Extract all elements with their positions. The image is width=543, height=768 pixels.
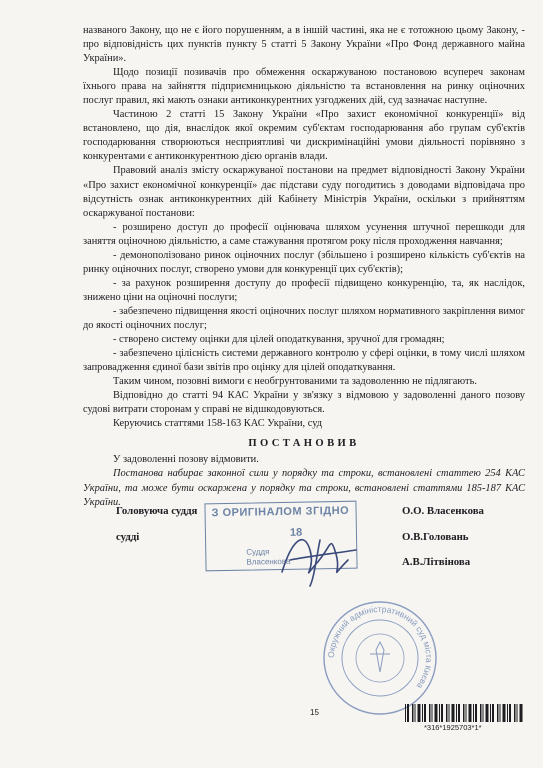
judge-2-name: А.В.Літвінова	[402, 556, 471, 568]
paragraph-1: названого Закону, що не є його порушенням, а в іншій частині, яка не є тотожною цьому Закону, - про відповідність цих пунктів пункту 5 статті 5 Закону України «Про Фонд державного майна України».	[83, 25, 525, 65]
court-seal-icon	[320, 598, 440, 718]
closing-1: Таким чином, позовні вимоги є необгрунтованими та задоволенню не підлягають.	[113, 376, 477, 388]
stamp-date: 18	[289, 526, 303, 539]
seal-text: Окружний адміністративний суд міста Києва	[325, 603, 435, 691]
paragraph-2: Щодо позиції позивачів про обмеження оскаржуваною постановою всупереч законам їхнього права на зайняття підприємницькою діяльністю та встановлення на ринку оціночних послуг правил, які мають ознаки антиконкурентних узгоджених дій, суд зазначає наступне.	[83, 67, 525, 107]
bullet-4: - забезпечено підвищення якості оціночних послуг шляхом нормативного закріплення вимог до якості оціночних послуг;	[83, 305, 525, 331]
bullet-1: - розширено доступ до професії оцінювача шляхом усунення штучної перешкоди для заняття оціночною діяльністю, а саме стажування протягом року після проходження навчання;	[83, 221, 525, 247]
decision-text: У задоволенні позову відмовити.	[113, 454, 259, 466]
judge-1-name: О.В.Головань	[402, 531, 469, 543]
barcode-caption: *316*1925703*1*	[424, 723, 482, 732]
judges-role: судді	[116, 531, 140, 543]
decision-italic: Постанова набирає законної сили у порядку та строки, встановлені статтею 254 КАС України, та може бути оскаржена у порядку та строки, встановлені статтями 185-187 КАС України.	[83, 468, 525, 508]
paragraph-4: Правовий аналіз змісту оскаржуваної постанови на предмет відповідності Закону України «Про захист економічної конкуренції» дає підстави суду погодитись з доводами відповідача про відсутність ознак антиконкурентних дій Кабінету Міністрів України, оскільки з прийняттям оскаржуваної постанови:	[83, 165, 525, 219]
presiding-name: О.О. Власенкова	[402, 505, 484, 517]
closing-2: Відповідно до статті 94 КАС України у зв'язку з відмовою у задоволенні даного позову судові витрати сторонам у справі не відшкодовуються.	[83, 390, 525, 416]
stamp-line-2: Власенкова	[246, 556, 291, 567]
bullet-5: - створено систему оцінки для цілей оподаткування, зручної для громадян;	[113, 334, 445, 346]
bullet-6: - забезпечено цілісність системи державного контролю у сфері оцінки, в тому числі шляхом запровадження єдиної бази звітів про оцінку для цілей оподаткування.	[83, 348, 525, 374]
stamp-title: З ОРИГІНАЛОМ ЗГІДНО	[211, 504, 350, 520]
document-body	[83, 24, 525, 510]
closing-3: Керуючись статтями 158-163 КАС України, суд	[113, 418, 323, 430]
handwritten-signature	[270, 520, 360, 590]
decision-title: ПОСТАНОВИВ	[248, 438, 360, 450]
page-number: 15	[310, 708, 319, 717]
bullet-3: - за рахунок розширення доступу до професії підвищено конкуренцію, та, як наслідок, знижено ціни на оціночні послуги;	[83, 277, 525, 303]
barcode-icon	[405, 704, 523, 722]
bullet-2: - демонополізовано ринок оціночних послуг (збільшено і розширено кількість суб'єктів на ринку оціночних послуг, створено умови для конкуренції цих суб'єктів);	[83, 249, 525, 275]
paragraph-3: Частиною 2 статті 15 Закону України «Про захист економічної конкуренції» від встановлено, що дія, внаслідок якої окремим суб'єктам господарювання або групам суб'єктів господарювання створюються несприятливі чи дискримінаційні умови діяльності порівняно з конкурентами є антиконкурентною дією органів влади.	[83, 109, 525, 163]
presiding-role: Головуюча суддя	[116, 505, 198, 517]
stamp-line-1: Суддя	[246, 547, 270, 557]
